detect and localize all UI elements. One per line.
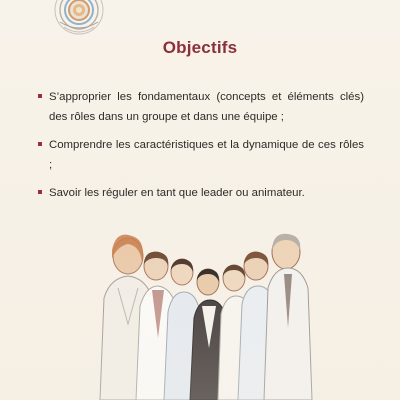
list-item	[38, 135, 364, 175]
bullet-square-icon	[38, 190, 42, 194]
emblem-logo-icon	[50, 0, 108, 40]
objective-text: Comprendre les caractéristiques et la dynamique de ces rôles ;	[49, 139, 364, 171]
page-title: Objectifs	[162, 38, 238, 57]
list-item	[38, 87, 364, 127]
team-photo	[80, 228, 320, 400]
objective-text: Savoir les réguler en tant que leader ou animateur.	[49, 187, 305, 199]
list-item	[38, 183, 364, 203]
bullet-square-icon	[38, 142, 42, 146]
bullet-square-icon	[38, 94, 42, 98]
objectives-list	[38, 87, 364, 211]
objective-text: S’approprier les fondamentaux (concepts et éléments clés) des rôles dans un groupe et dans une équipe ;	[49, 91, 364, 123]
